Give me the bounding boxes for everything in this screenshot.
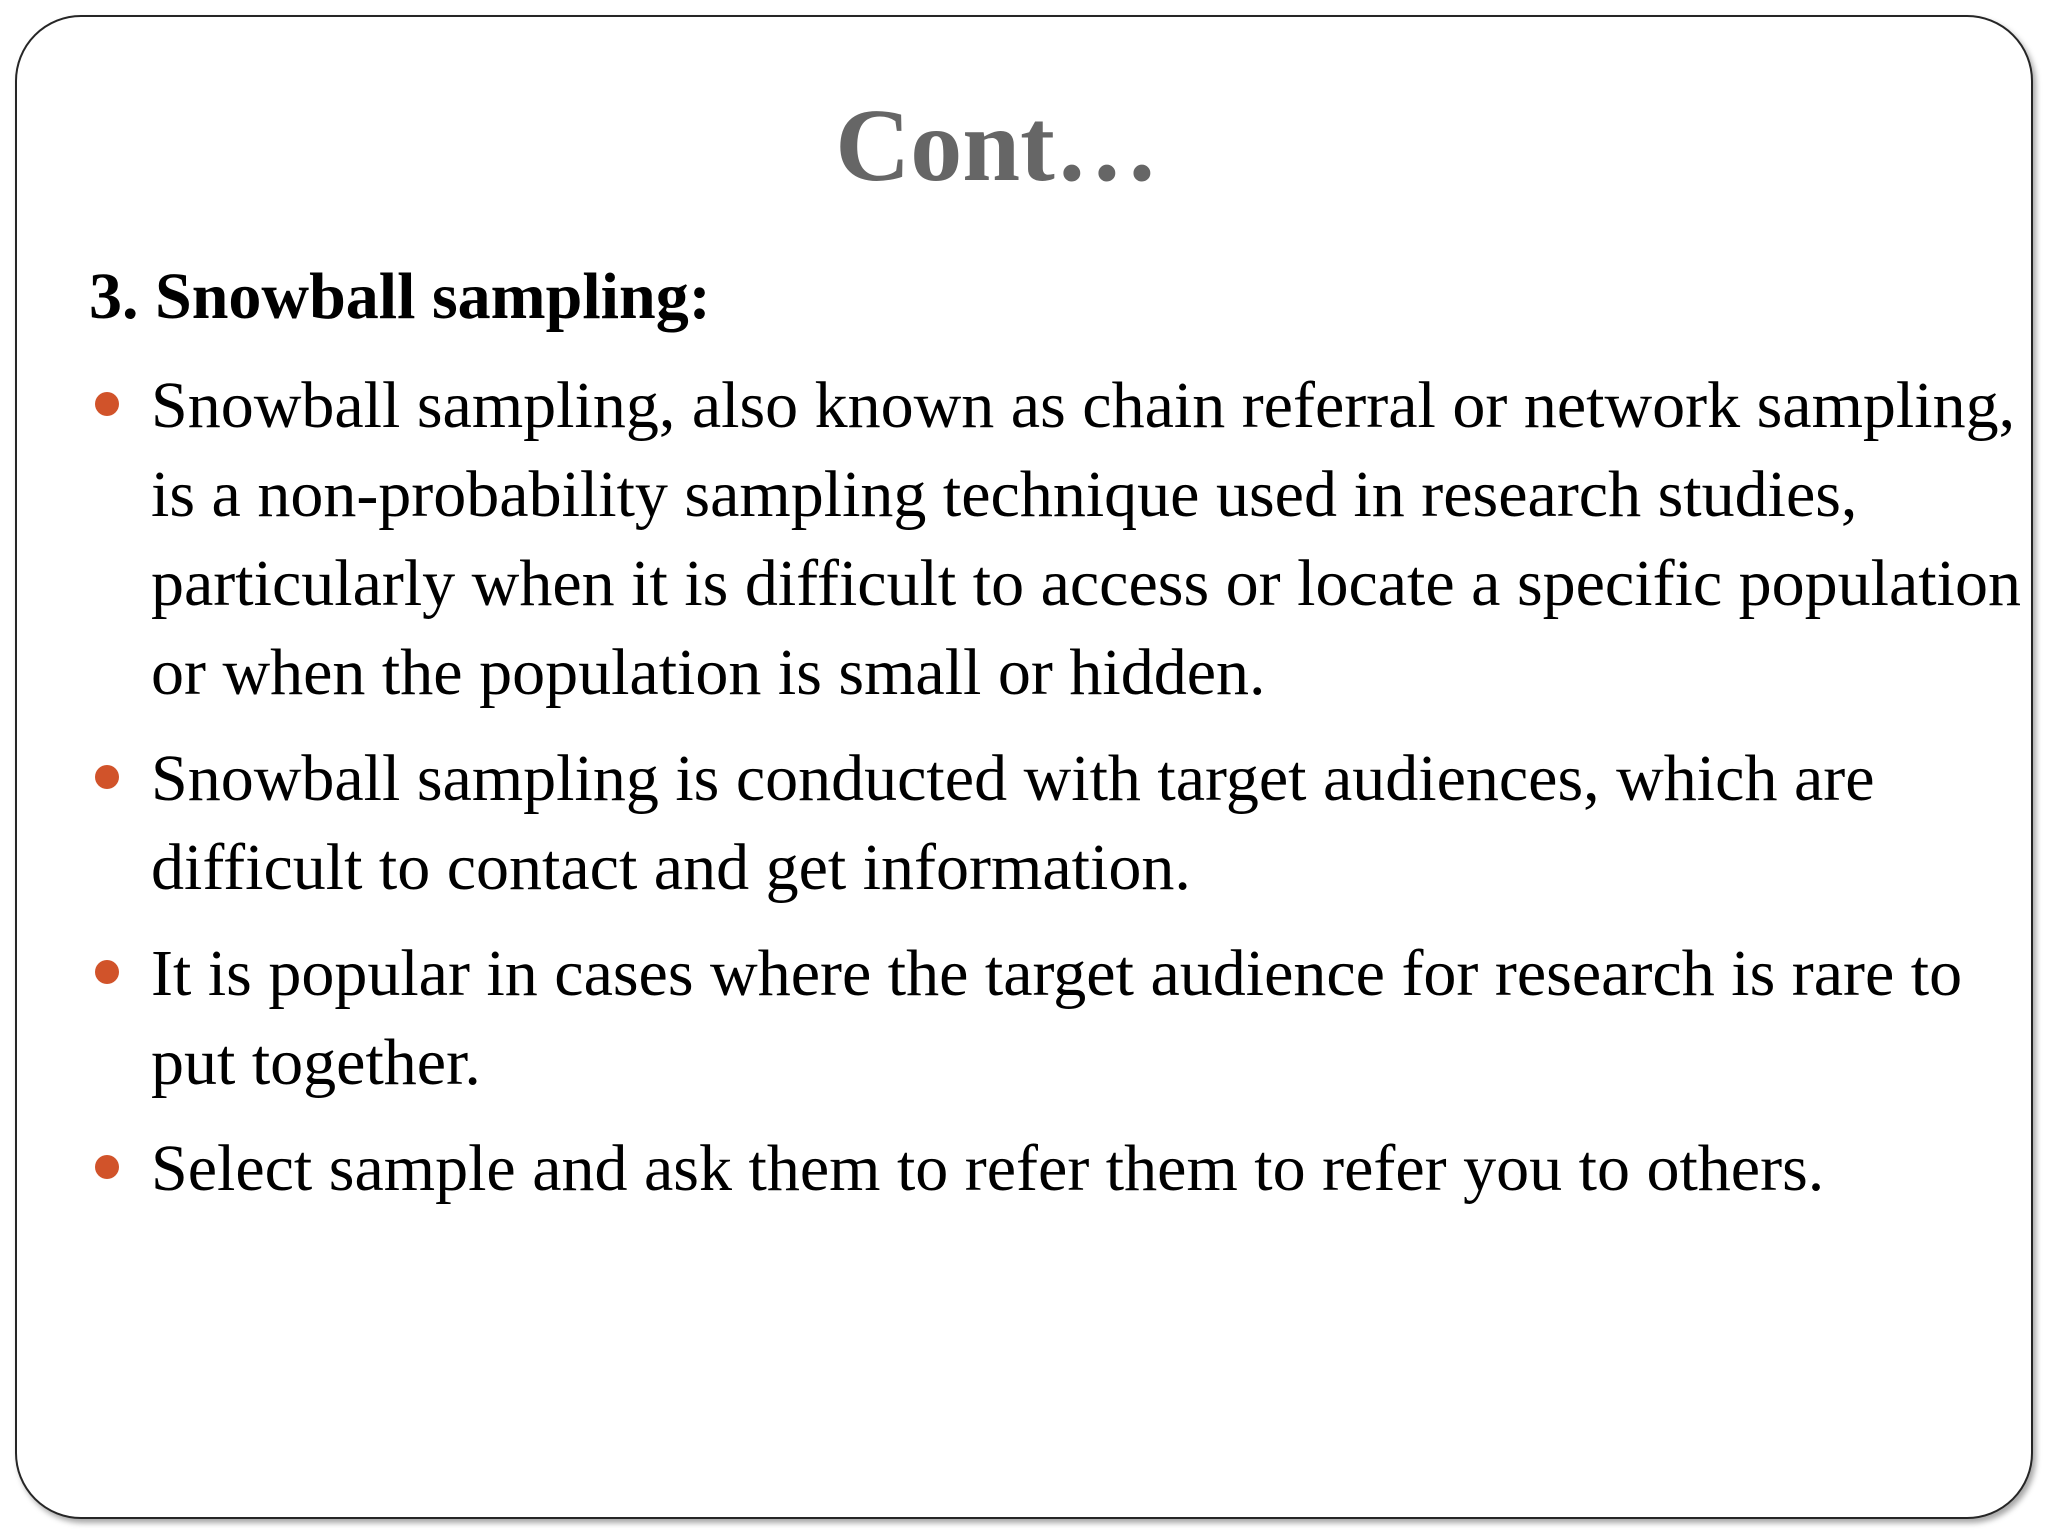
bullet-item: [91, 734, 2026, 912]
bullet-item: [91, 929, 2026, 1107]
slide-title: Cont…: [835, 88, 1159, 203]
bullet-item: [91, 1124, 2026, 1213]
section-heading: 3. Snowball sampling:: [89, 260, 711, 333]
bullet-item: [91, 361, 2026, 717]
bullet-text: Select sample and ask them to refer them to refer you to others.: [151, 1132, 1825, 1205]
bullet-dot-icon: [95, 765, 119, 789]
bullet-dot-icon: [95, 960, 119, 984]
bullet-text: It is popular in cases where the target audience for research is rare to put together.: [151, 937, 1963, 1099]
bullet-list: [91, 361, 2026, 1230]
slide-frame: [15, 15, 2033, 1519]
bullet-dot-icon: [95, 392, 119, 416]
bullet-text: Snowball sampling, also known as chain referral or network sampling, is a non-probability sampling technique used in research studies, particularly when it is difficult to access or locate a specific population or when the population is small or hidden.: [151, 369, 2021, 709]
bullet-text: Snowball sampling is conducted with target audiences, which are difficult to contact and get information.: [151, 742, 1875, 904]
bullet-dot-icon: [95, 1155, 119, 1179]
